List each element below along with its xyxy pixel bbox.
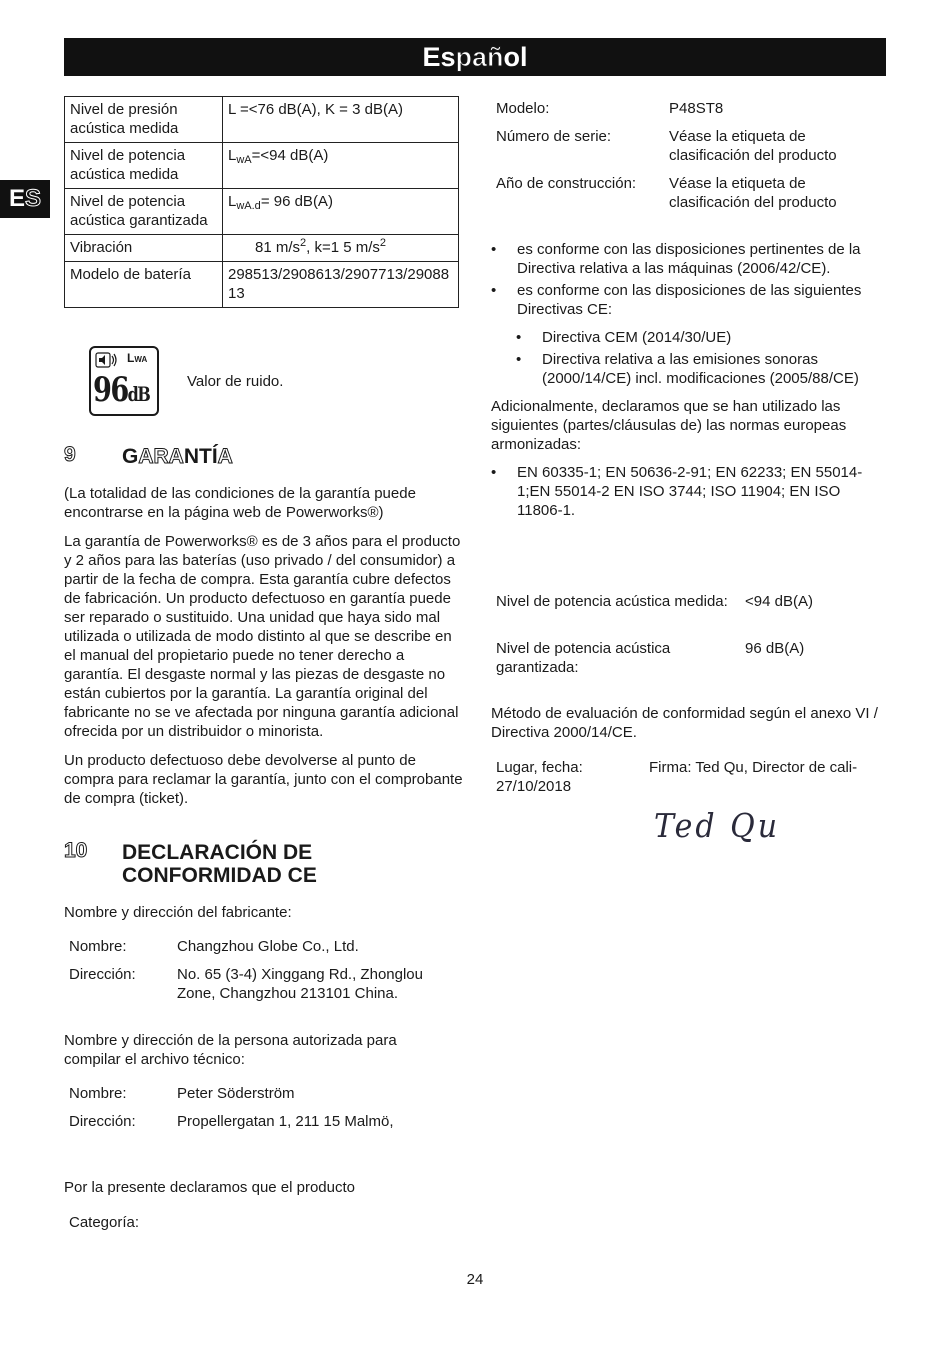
spec-table-container: [64, 96, 459, 308]
field-value: 96 dB(A): [745, 640, 805, 657]
conformity-list: [491, 240, 886, 520]
field-label: Nivel de potencia acústica medida:: [496, 593, 728, 610]
table-cell-value: 298513/2908613/2907713/2908813: [223, 262, 459, 308]
section-title: [122, 841, 317, 887]
field-value: Changzhou Globe Co., Ltd.: [177, 938, 359, 955]
field-label: Número de serie:: [496, 128, 612, 145]
handwritten-signature: Ted Qu: [654, 807, 781, 846]
table-cell-key: Nivel de presión acústica medida: [65, 97, 223, 143]
badge-lwa-label: LWA: [127, 351, 148, 365]
side-tab-letter: S: [25, 185, 42, 212]
field-label: Nombre:: [69, 1085, 127, 1102]
category-label: Categoría:: [69, 1214, 140, 1231]
authorized-intro: Nombre y dirección de la persona autorizada para compilar el archivo técnico:: [64, 1032, 397, 1068]
paragraph: (La totalidad de las condiciones de la garantía puede encontrarse en la página web de Powerworks®): [64, 485, 416, 521]
page-number: 24: [466, 1271, 484, 1288]
language-side-tab: [0, 180, 50, 218]
evaluation-method: Método de evaluación de conformidad según el anexo VI / Directiva 2000/14/CE.: [491, 705, 878, 741]
header-title-part: Es: [422, 42, 456, 72]
field-value: No. 65 (3-4) Xinggang Rd., Zhonglou Zone, Changzhou 213101 China.: [177, 966, 423, 1002]
section-number: 10: [64, 839, 88, 862]
badge-value: 96dB: [93, 370, 150, 410]
table-row: [65, 97, 459, 143]
table-cell-value: $L_{wA.d}= 96$ dB(A): [223, 189, 459, 235]
side-tab-letter: E: [8, 185, 25, 212]
list-item: • es conforme con las disposiciones de las siguientes Directivas CE:: [491, 282, 862, 318]
list-item: • Directiva CEM (2014/30/UE): [516, 329, 732, 346]
field-label: Modelo:: [496, 100, 550, 117]
field-value: 27/10/2018: [496, 778, 572, 795]
paragraph: Adicionalmente, declaramos que se han utilizado las siguientes (partes/cláusulas de) las normas europeas armonizadas:: [491, 398, 847, 453]
paragraph: La garantía de Powerworks® es de 3 años para el producto y 2 años para las baterías (uso privado / del consumidor) a partir de la fecha de compra. Esta garantía cubre defectos de fabricación. Un producto defectuoso en garantía puede ser reparado o sustituido. Una unidad que haya sido mal utilizada o utilizada de modo distinto al que se describe en el manual del propietario puede no tener derecho a garantía. El desgaste normal y las piezas de desgaste no están cubiertos por la garantía. La garantía original del fabricante no se ve afectada por ninguna garantía adicional ofrecida por un distribuidor o minorista.: [64, 533, 461, 740]
table-row: [65, 189, 459, 235]
table-cell-key: Nivel de potencia acústica medida: [65, 143, 223, 189]
table-row: [65, 235, 459, 262]
field-label: Año de construcción:: [496, 175, 637, 192]
field-value: Peter Söderström: [177, 1085, 295, 1102]
field-value: Véase la etiqueta de clasificación del producto: [669, 175, 837, 211]
section-title-line: CONFORMIDAD CE: [122, 864, 317, 887]
acoustic-levels: [496, 592, 886, 682]
section-number: 9: [64, 443, 76, 466]
field-label: Nombre:: [69, 938, 127, 955]
field-value: P48ST8: [669, 100, 724, 117]
table-cell-value: L =<76 dB(A), K = 3 dB(A): [223, 97, 459, 143]
section-title-line: DECLARACIÓN DE: [122, 841, 313, 864]
warranty-text: [64, 484, 464, 808]
speaker-icon: [95, 351, 119, 369]
spec-table: [64, 96, 459, 308]
field-label: Firma: Ted Qu, Director de cali-: [649, 759, 858, 776]
declaration-text: Por la presente declaramos que el producto: [64, 1179, 356, 1196]
table-row: [65, 262, 459, 308]
language-header: [64, 38, 886, 76]
field-label: Dirección:: [69, 1113, 136, 1130]
table-cell-value: 81 $m/s^2$, k=1 5 $m/s^2$: [223, 235, 459, 262]
field-label: Lugar, fecha:: [496, 759, 583, 776]
section-10-heading: [64, 839, 317, 887]
table-cell-key: Vibración: [65, 235, 223, 262]
table-cell-key: Nivel de potencia acústica garantizada: [65, 189, 223, 235]
list-item: • EN 60335-1; EN 50636-2-91; EN 62233; EN 55014-1;EN 55014-2 EN ISO 3744; ISO 11904; EN ISO 11806-1.: [491, 464, 863, 519]
table-row: [65, 143, 459, 189]
header-title-part: ol: [503, 42, 528, 72]
field-label: Nivel de potencia acústica garantizada:: [496, 640, 671, 676]
header-title-part: pañ: [455, 42, 504, 72]
list-item: • Directiva relativa a las emisiones sonoras (2000/14/CE) incl. modificaciones (2005/88/CE): [516, 351, 859, 387]
noise-caption: Valor de ruido.: [187, 373, 284, 390]
manufacturer-block: [69, 937, 449, 1002]
field-label: Dirección:: [69, 966, 136, 983]
field-value: <94 dB(A): [745, 593, 813, 610]
field-value: Véase la etiqueta de clasificación del producto: [669, 128, 837, 164]
paragraph: Un producto defectuoso debe devolverse al punto de compra para reclamar la garantía, junto con el comprobante de compra (ticket).: [64, 752, 463, 807]
table-cell-value: $L_{wA}=<94$ dB(A): [223, 143, 459, 189]
list-item: • es conforme con las disposiciones pertinentes de la Directiva relativa a las máquinas (2006/42/CE).: [491, 241, 861, 277]
section-9-heading: [64, 443, 233, 468]
table-cell-key: Modelo de batería: [65, 262, 223, 308]
product-info-block: [496, 99, 886, 219]
noise-level-badge: [89, 346, 159, 416]
signature-block: [496, 758, 886, 803]
manufacturer-intro: Nombre y dirección del fabricante:: [64, 904, 292, 921]
field-value: Propellergatan 1, 211 15 Malmö,: [177, 1113, 394, 1130]
authorized-block: [69, 1084, 449, 1134]
section-title: GARANTÍA: [122, 445, 233, 468]
